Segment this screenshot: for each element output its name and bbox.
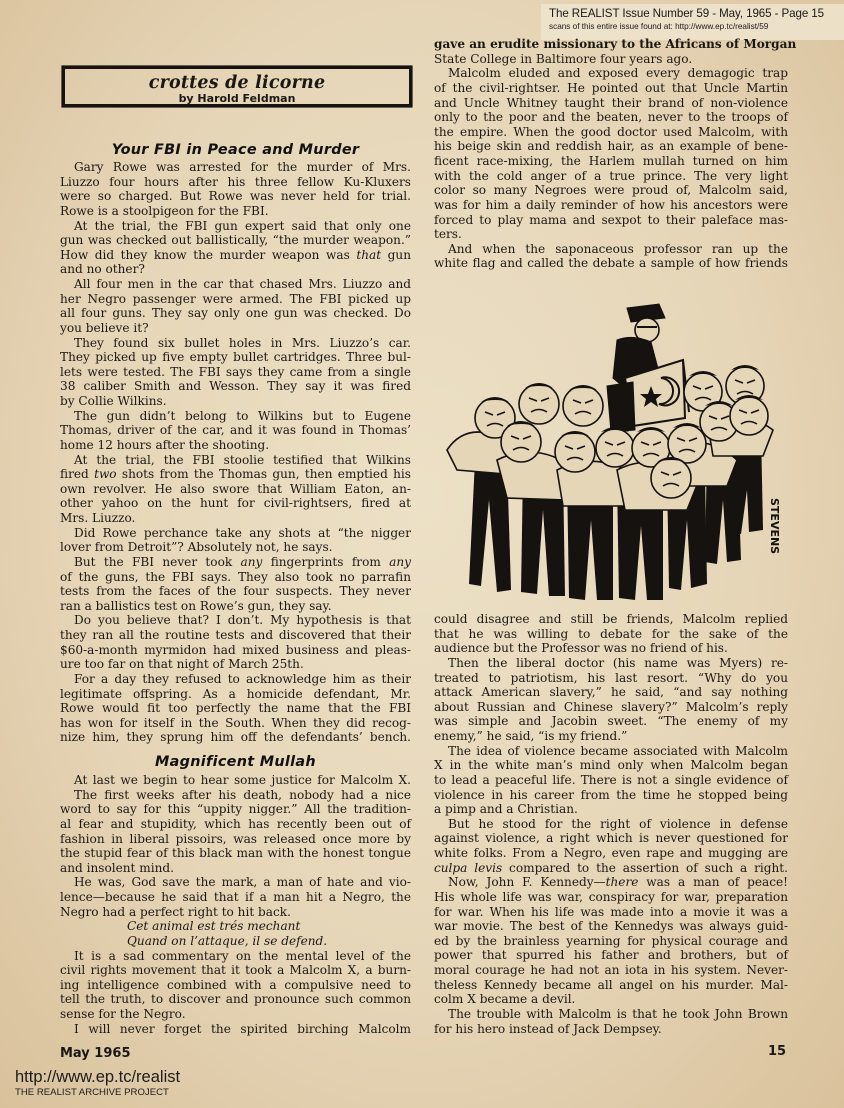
text-line: audience but the Professor was no friend of his.: [434, 641, 728, 656]
text-line: And when the saponaceous professor ran up the: [448, 241, 788, 256]
text-line: At the trial, the FBI gun expert said that only one: [74, 218, 411, 233]
text-line: All four men in the car that chased Mrs. Liuzzo and: [74, 277, 411, 291]
column-title-box: [62, 66, 412, 107]
emphasis: culpa levis: [434, 860, 503, 875]
text-line: against violence, a right which is never questioned for: [434, 831, 788, 846]
text-line: At last we begin to hear some justice for Malcolm X.: [74, 773, 411, 787]
text-line: He was, God save the mark, a man of hate and vio-: [74, 875, 411, 890]
right-column-bottom: [434, 612, 788, 1036]
text-line: sense for the Negro.: [60, 1007, 186, 1021]
text-line: lover from Detroit”? Absolutely not, he says.: [60, 540, 333, 555]
text-run: fingerprints from: [262, 554, 390, 569]
text-line: theless Kennedy became all angel on his murder. Mal-: [434, 977, 788, 992]
emphasis: two: [94, 467, 117, 482]
column-title: crottes de licorne: [148, 73, 326, 93]
text-line: word to say for this “uppity nigger.” All the tradition-: [60, 802, 411, 817]
text-line: ran a ballistics test on Rowe’s gun, they say.: [60, 598, 332, 613]
archive-watermark: [15, 1068, 180, 1099]
text-run: But the FBI never took: [74, 554, 241, 569]
text-line: for war. When his life was made into a movie it was a: [434, 904, 788, 919]
cartoon-illustration: [437, 300, 787, 606]
section-heading-fbi: Your FBI in Peace and Murder: [111, 142, 360, 158]
text-line: I will never forget the spirited birching Malcolm: [74, 1021, 411, 1036]
text-line: they ran all the routine tests and discovered that their: [60, 628, 411, 642]
text-line: legitimate offspring. As a homicide defendant, Mr.: [60, 686, 411, 701]
text-line: of the guns, the FBI says. They also took no parrafin: [60, 569, 411, 584]
text-line: only to the poor and the beaten, never to the troops of: [434, 110, 788, 125]
text-line: It is a sad commentary on the mental level of the: [74, 948, 411, 963]
text-line: al fear and stupidity, which has recently been out of: [60, 816, 411, 831]
text-line: attack American slavery,” he said, “and say nothing: [434, 685, 788, 700]
text-line: ure too far on that night of March 25th.: [60, 657, 304, 672]
text-line: with the cold anger of a true prince. The very light: [434, 168, 788, 183]
text-line: color so many Negroes were proud of, Malcolm said,: [434, 183, 788, 198]
right-column-top: [434, 37, 797, 271]
text-line: about Russian and Chinese slavery?” Malcolm’s reply: [434, 699, 788, 714]
text-line: [60, 467, 411, 482]
text-line: was simple and Jacobin sweet. “The enemy of my: [434, 714, 788, 729]
text-line: that he was willing to debate for the sake of the: [434, 626, 788, 641]
text-line: fashion in liberal pissoirs, was released once more by: [60, 831, 411, 846]
text-line: They picked up five empty bullet cartridges. Three bul-: [60, 350, 411, 365]
text-line: you believe it?: [60, 320, 149, 335]
text-line: her Negro passenger were armed. The FBI picked up: [60, 291, 411, 306]
emphasis: there: [605, 875, 639, 890]
text-line: power that spurred his father and brothers, but of: [434, 948, 788, 963]
text-line: For a day they refused to acknowledge him as their: [74, 671, 411, 686]
text-line: Negro had a perfect right to hit back.: [60, 904, 291, 919]
text-line: lence—because he said that if a man hit a Negro, the: [60, 890, 411, 904]
text-line: by Collie Wilkins.: [60, 394, 167, 408]
text-line: ficent race-mixing, the Harlem mullah turned on him: [434, 154, 788, 168]
text-line: ters.: [434, 227, 462, 242]
text-line: The gun didn’t belong to Wilkins but to Eugene: [74, 408, 411, 423]
left-column-section-2: [60, 773, 411, 1036]
text-line: own revolver. He also swore that William Eaton, an-: [60, 481, 411, 496]
text-line: $60-a-month myrmidon had mixed business and pleas-: [60, 642, 411, 657]
issue-info: The REALIST Issue Number 59 - May, 1965 - Page 15: [549, 7, 824, 20]
text-run: was a man of peace!: [638, 875, 789, 890]
emphasis: that: [356, 247, 382, 262]
text-line: of the civil-rightser. He pointed out that Uncle Martin: [434, 80, 788, 95]
text-line: gave an erudite missionary to the Africans of Morgan: [434, 37, 797, 51]
scans-url-note: scans of this entire issue found at: http://www.ep.tc/realist/59: [549, 22, 769, 31]
text-line: war movie. The best of the Kennedys was always guid-: [434, 919, 788, 934]
text-line: lets were tested. The FBI says they came from a single: [60, 364, 411, 379]
text-line: all four guns. They say only one gun was checked. Do: [60, 306, 411, 321]
text-line: violence in his career from the time he stopped being: [434, 787, 788, 802]
speaker-figure: [607, 304, 689, 432]
archive-name: THE REALIST ARCHIVE PROJECT: [15, 1087, 169, 1098]
text-line: home 12 hours after the shooting.: [60, 437, 270, 452]
text-line: ing intelligence combined with a compulsive need to: [60, 977, 411, 992]
text-line: and Uncle Whitney taught their brand of non-violence: [434, 95, 788, 110]
text-line: other yahoo on the hunt for civil-rightsers, fired at: [60, 496, 411, 511]
text-line: colm X became a devil.: [434, 992, 576, 1007]
text-line: the empire. When the good doctor used Malcolm, with: [434, 124, 788, 139]
text-line: The idea of violence became associated with Malcolm: [448, 743, 788, 758]
text-line: The trouble with Malcolm is that he took John Brown: [448, 1006, 788, 1021]
text-line: Then the liberal doctor (his name was Myers) re-: [448, 655, 788, 670]
text-line: tests from the faces of the four suspects. They never: [60, 584, 411, 599]
footer-date: May 1965: [60, 1046, 131, 1061]
text-line: ed by the brainless yearning for physical courage and: [434, 933, 788, 948]
text-line: and no other?: [60, 262, 145, 277]
text-line: [60, 555, 411, 570]
text-line: was for him a daily reminder of how his ancestors were: [434, 197, 788, 212]
french-quote-line: Cet animal est trés mechant: [127, 919, 301, 934]
text-line: white folks. From a Negro, even rape and mugging are: [434, 846, 788, 860]
page-number: 15: [768, 1044, 787, 1059]
text-line: gun was checked out ballistically, “the murder weapon.”: [60, 233, 411, 248]
text-run: gun: [381, 247, 411, 262]
text-line: Liuzzo four hours after his three fellow Ku-Kluxers: [60, 174, 411, 189]
text-line: could disagree and still be friends, Malcolm replied: [434, 612, 788, 626]
text-line: 38 caliber Smith and Wesson. They say it was fired: [60, 379, 411, 394]
text-line: Rowe would fit too perfectly the name that the FBI: [60, 701, 411, 716]
text-line: forced to play mama and sexpot to their paleface mas-: [434, 212, 788, 227]
text-line: to lead a peaceful life. There is not a single evidence of: [434, 772, 788, 787]
text-line: But he stood for the right of violence in defense: [448, 816, 788, 831]
text-line: civil rights movement that it took a Malcolm X, a burn-: [60, 963, 411, 978]
text-line: Mrs. Liuzzo.: [60, 511, 136, 525]
emphasis: any: [389, 554, 411, 569]
archive-header-stamp: [541, 4, 844, 40]
text-line: [60, 248, 411, 263]
text-line: were so charged. But Rowe was never held for trial.: [60, 189, 411, 204]
text-line: Do you believe that? I don’t. My hypothesis is that: [74, 613, 411, 628]
text-line: the stupid fear of this black man with the honest tongue: [60, 846, 411, 861]
text-line: Did Rowe perchance take any shots at “the nigger: [74, 525, 411, 540]
text-run: shots from the Thomas gun, then emptied his: [116, 467, 411, 482]
text-line: tell the truth, to discover and pronounce such common: [60, 992, 411, 1007]
text-line: They found six bullet holes in Mrs. Liuzzo’s car.: [74, 335, 411, 350]
text-line: [434, 875, 788, 890]
french-quote-line: Quand on l’attaque, il se defend.: [127, 933, 328, 948]
emphasis: any: [240, 554, 263, 569]
text-line: moral courage he had not an iota in his system. Never-: [434, 963, 788, 977]
text-run: compared to the assertion of such a right.: [502, 860, 788, 875]
text-line: a pimp and a Christian.: [434, 802, 578, 817]
text-line: His whole life was war, conspiracy for war, preparation: [434, 889, 788, 904]
byline: by Harold Feldman: [178, 92, 296, 105]
text-line: and insolent mind.: [60, 860, 174, 875]
text-line: has won for itself in the South. When they did recog-: [60, 715, 411, 730]
text-line: Malcolm eluded and exposed every demagogic trap: [448, 66, 788, 81]
left-column-section-1: [60, 160, 411, 745]
text-line: enemy,” he said, “is my friend.”: [434, 729, 628, 743]
text-line: State College in Baltimore four years ago.: [434, 51, 693, 66]
text-line: white flag and called the debate a sample of how friends: [434, 256, 788, 271]
text-run: How did they know the murder weapon was: [60, 247, 357, 262]
section-heading-mullah: Magnificent Mullah: [155, 754, 316, 770]
text-line: Thomas, driver of the car, and it was found in Thomas’: [60, 423, 411, 438]
text-run: Now, John F. Kennedy—: [448, 875, 606, 890]
text-run: fired: [60, 467, 95, 482]
text-line: treated to patriotism, his last resort. “Why do you: [434, 670, 788, 685]
text-line: The first weeks after his death, nobody had a nice: [74, 787, 411, 802]
text-line: Gary Rowe was arrested for the murder of Mrs.: [74, 160, 411, 174]
text-line: his beige skin and reddish hair, as an example of bene-: [434, 139, 788, 154]
text-line: At the trial, the FBI stoolie testified that Wilkins: [74, 452, 411, 467]
text-line: [434, 861, 788, 876]
text-line: nize him, they sprung him off the defendants’ bench.: [60, 730, 411, 745]
text-line: Rowe is a stoolpigeon for the FBI.: [60, 203, 269, 218]
text-line: for his hero instead of Jack Dempsey.: [434, 1021, 662, 1036]
archive-url[interactable]: http://www.ep.tc/realist: [15, 1068, 181, 1086]
text-line: X in the white man’s mind only when Malcolm began: [434, 758, 788, 773]
cartoon-signature: STEVENS: [768, 498, 781, 555]
